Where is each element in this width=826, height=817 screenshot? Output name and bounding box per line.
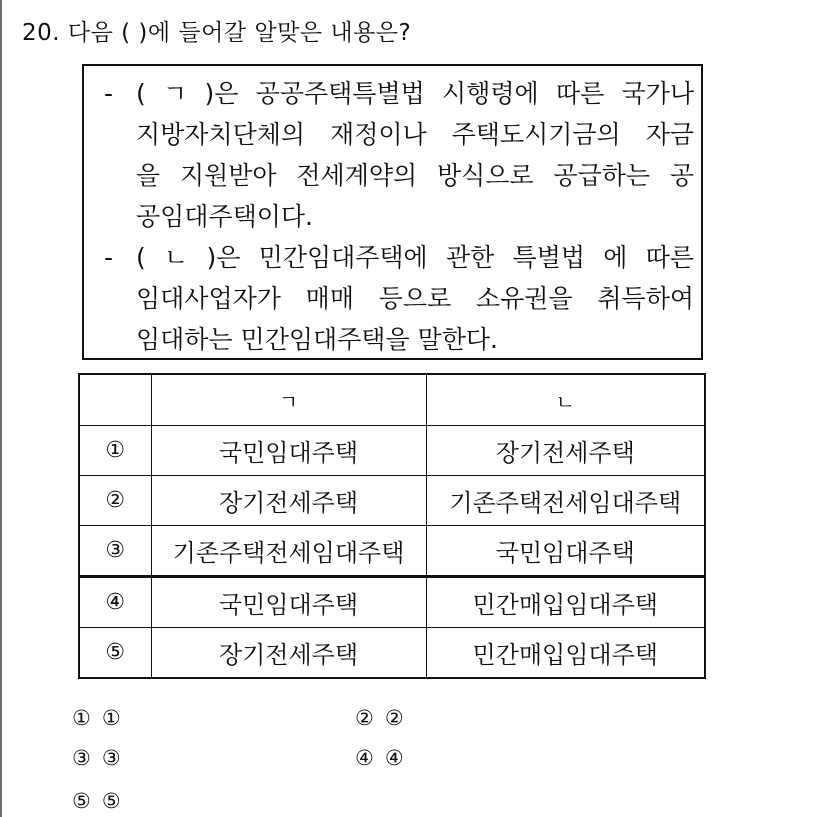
- table-row: [79, 476, 705, 526]
- table-row: [79, 526, 705, 577]
- table-header-cell: [79, 374, 151, 426]
- passage-dash: -: [104, 79, 114, 108]
- passage-line: ( ㄱ )은 공공주택특별법 시행령에 따른 국가나: [136, 79, 694, 108]
- choice-value: ③: [101, 746, 122, 770]
- page-left-border: [0, 0, 2, 817]
- table-cell: 국민임대주택: [151, 577, 426, 628]
- table-row: [79, 628, 705, 679]
- table-header-cell: ㄱ: [151, 374, 426, 426]
- row-number-cell: ④: [79, 577, 151, 628]
- passage-line: 임대사업자가 매매 등으로 소유권을 취득하여: [136, 284, 694, 313]
- passage-dash: -: [104, 243, 114, 272]
- choice-marker: ②: [355, 706, 375, 730]
- choice-marker: ①: [72, 706, 92, 730]
- choice-value: ②: [384, 706, 405, 730]
- passage-line: ( ㄴ )은 민간임대주택에 관한 특별법 에 따른: [136, 243, 694, 272]
- table-cell: 국민임대주택: [151, 426, 426, 476]
- answer-choice-2[interactable]: [355, 706, 405, 730]
- table-cell: 기존주택전세임대주택: [151, 526, 426, 577]
- answer-choice-5[interactable]: [72, 789, 122, 813]
- answer-table: [78, 373, 706, 679]
- choice-marker: ⑤: [72, 789, 92, 813]
- passage-item: [104, 237, 694, 360]
- table-cell: 기존주택전세임대주택: [426, 476, 705, 526]
- table-row: [79, 577, 705, 628]
- choice-marker: ④: [355, 746, 375, 770]
- passage-line: 공임대주택이다.: [136, 202, 313, 231]
- choice-value: ④: [384, 746, 405, 770]
- table-header-cell: ㄴ: [426, 374, 705, 426]
- table-cell: 국민임대주택: [426, 526, 705, 577]
- table-cell: 민간매입임대주택: [426, 577, 705, 628]
- passage-item: [104, 73, 694, 237]
- table-header-row: [79, 374, 705, 426]
- passage-box: [82, 64, 703, 360]
- answer-choice-1[interactable]: [72, 706, 122, 730]
- answer-choice-4[interactable]: [355, 746, 405, 770]
- row-number-cell: ②: [79, 476, 151, 526]
- table-cell: 장기전세주택: [151, 628, 426, 679]
- table-cell: 민간매입임대주택: [426, 628, 705, 679]
- passage-line: 지방자치단체의 재정이나 주택도시기금의 자금: [136, 120, 694, 149]
- passage-line: 임대하는 민간임대주택을 말한다.: [136, 325, 498, 354]
- row-number-cell: ①: [79, 426, 151, 476]
- passage-line: 을 지원받아 전세계약의 방식으로 공급하는 공: [136, 161, 694, 190]
- table-row: [79, 426, 705, 476]
- row-number-cell: ③: [79, 526, 151, 577]
- choice-value: ①: [101, 706, 122, 730]
- answer-choice-3[interactable]: [72, 746, 122, 770]
- row-number-cell: ⑤: [79, 628, 151, 679]
- choice-value: ⑤: [101, 789, 122, 813]
- question-title: 20. 다음 ( )에 들어갈 알맞은 내용은?: [22, 20, 412, 46]
- choice-marker: ③: [72, 746, 92, 770]
- table-cell: 장기전세주택: [426, 426, 705, 476]
- table-cell: 장기전세주택: [151, 476, 426, 526]
